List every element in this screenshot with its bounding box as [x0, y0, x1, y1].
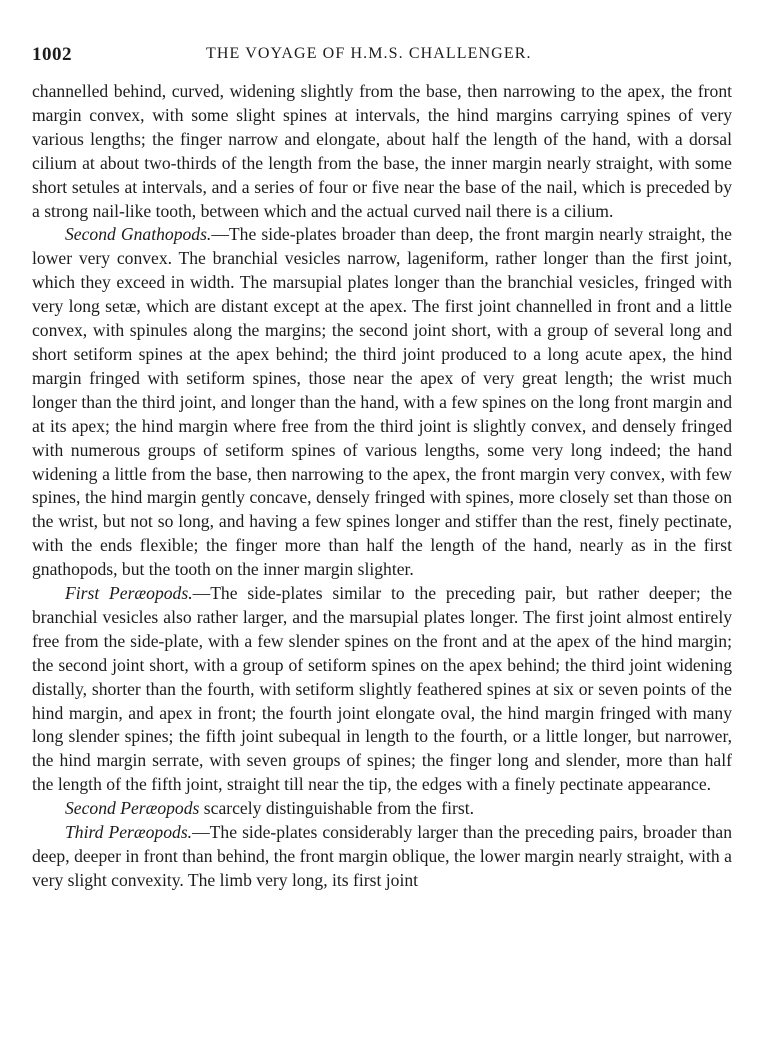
paragraph-second-gnathopods: [32, 223, 732, 582]
body-text: [32, 80, 732, 893]
section-heading: Second Gnathopods.: [65, 224, 212, 245]
section-heading: Second Peræopods: [65, 798, 200, 819]
section-heading: First Peræopods.: [65, 583, 193, 604]
paragraph-text: —The side-plates similar to the preceding pair, but rather deeper; the branchial vesicles also rather larger, and the marsupial plates longer. The first joint almost entirely free from the side-plate, with a few slender spines on the front and at the apex of the hind margin; the second joint short, with a group of setiform spines on the apex behind; the third joint widening distally, shorter than the fourth, with setiform slightly feathered spines at six or seven points of the hind margin, and apex in front; the fourth joint elongate oval, the hind margin fringed with many long slender spines; the fifth joint subequal in length to the fourth, or a little longer, but narrower, the hind margin serrate, with seven groups of spines; the finger long and slender, more than half the length of the fifth joint, straight till near the tip, the edges with a finely pectinate appearance.: [32, 583, 732, 795]
paragraph-text: —The side-plates considerably larger than the preceding pairs, broader than deep, deeper in front than behind, the front margin oblique, the lower margin nearly straight, with a very slight convexity. The limb very long, its first joint: [32, 822, 732, 890]
paragraph-third-peraeopods: [32, 821, 732, 893]
book-page: [32, 36, 732, 893]
paragraph-second-peraeopods: [32, 797, 732, 821]
paragraph-text: channelled behind, curved, widening slightly from the base, then narrowing to the apex, the front margin convex, with some slight spines at intervals, the hind margins carrying spines of very various lengths; the finger narrow and elongate, about half the length of the hand, with a dorsal cilium at about two-thirds of the length from the base, the inner margin nearly straight, with some short setules at intervals, and a series of four or five near the base of the nail, which is preceded by a strong nail-like tooth, between which and the actual curved nail there is a cilium.: [32, 81, 732, 221]
section-heading: Third Peræopods.: [65, 822, 193, 843]
running-head: THE VOYAGE OF H.M.S. CHALLENGER.: [206, 45, 532, 62]
paragraph-first-peraeopods: [32, 582, 732, 797]
page-header: [32, 36, 732, 80]
paragraph-continuation: [32, 80, 732, 223]
paragraph-text: —The side-plates broader than deep, the front margin nearly straight, the lower very convex. The branchial vesicles narrow, lageniform, rather longer than the first joint, which they exceed in width. The marsupial plates longer than the branchial vesicles, fringed with very long setæ, which are distant except at the apex. The first joint channelled in front and a little convex, with spinules along the margins; the second joint short, with a group of several long and short setiform spines at the apex behind; the third joint produced to a long acute apex, the hind margin fringed with setiform spines, those near the apex of very great length; the wrist much longer than the third joint, and longer than the hand, with a few spines on the long front margin and at its apex; the hind margin where free from the third joint is slightly convex, and densely fringed with numerous groups of setiform spines of various lengths, some very long indeed; the hand widening a little from the base, then narrowing to the apex, the front margin very convex, with few spines, the hind margin gently concave, densely fringed with spines, more closely set than those on the wrist, but not so long, and having a few spines longer and stiffer than the rest, finely pectinate, with the ends flexible; the finger more than half the length of the hand, nearly as in the first gnathopods, but the tooth on the inner margin slighter.: [32, 224, 732, 580]
paragraph-text: scarcely distinguishable from the first.: [199, 798, 474, 819]
page-number: 1002: [32, 44, 72, 65]
